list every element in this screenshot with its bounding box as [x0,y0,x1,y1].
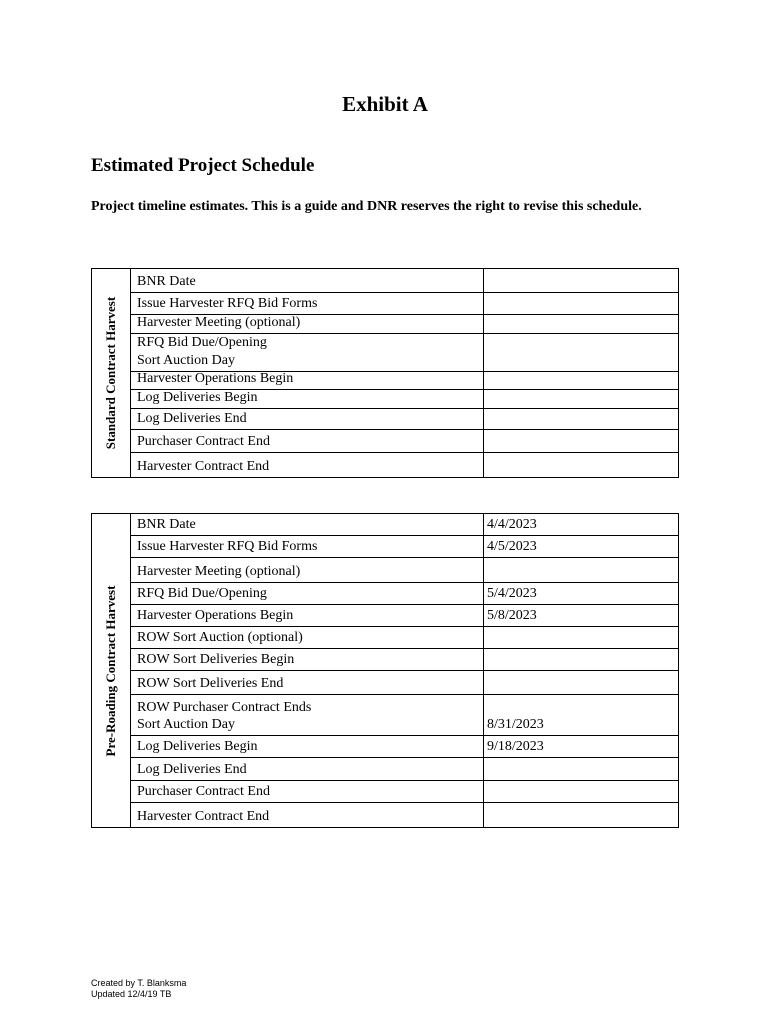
section-title: Estimated Project Schedule [91,155,315,176]
table-row [131,558,678,583]
row-date: 5/4/2023 [487,586,537,601]
row-label: ROW Sort Deliveries Begin [137,652,295,667]
row-label: Purchaser Contract End [137,434,270,449]
table-row [131,605,678,627]
row-label: Issue Harvester RFQ Bid Forms [137,539,318,554]
standard-schedule-table [91,268,679,478]
created-by-text: Created by T. Blanksma [91,978,187,988]
preroading-schedule-table [91,513,679,828]
row-label: Harvester Meeting (optional) [137,564,301,579]
table-row [131,430,678,453]
row-label: Harvester Contract End [137,809,270,824]
table-row [131,269,678,293]
row-label: BNR Date [137,517,196,532]
row-date: 5/8/2023 [487,608,537,623]
table-row [131,536,678,558]
row-label: ROW Purchaser Contract Ends [137,700,312,715]
row-label: BNR Date [137,274,196,289]
table-row [131,649,678,671]
table-row [131,758,678,781]
row-label: Log Deliveries End [137,762,247,777]
table-row [131,353,678,372]
preroading-side-header [92,514,131,827]
row-label: ROW Sort Auction (optional) [137,630,303,645]
table-row [131,695,678,718]
table-row [131,453,678,477]
table-row [131,583,678,605]
table-row [131,514,678,536]
row-label: Harvester Operations Begin [137,608,294,623]
row-label: Log Deliveries Begin [137,739,258,754]
row-label: Harvester Contract End [137,459,270,474]
row-date: 4/5/2023 [487,539,537,554]
standard-side-header [92,269,131,477]
exhibit-title: Exhibit A [342,92,428,116]
preroading-side-label: Pre-Roading Contract Harvest [103,585,118,756]
row-date: 4/4/2023 [487,517,537,532]
table-row [131,736,678,758]
table-row [131,372,678,390]
row-label: Harvester Meeting (optional) [137,315,301,330]
intro-text: Project timeline estimates. This is a guide and DNR reserves the right to revise this schedule. [91,199,642,214]
table-row [131,334,678,353]
footer-note [91,978,186,1000]
standard-side-label: Standard Contract Harvest [103,296,118,450]
row-label: Sort Auction Day [137,717,235,732]
row-label: ROW Sort Deliveries End [137,676,284,691]
row-label: RFQ Bid Due/Opening [137,335,267,350]
row-label: Log Deliveries Begin [137,390,258,405]
row-label: Purchaser Contract End [137,784,270,799]
row-label: Issue Harvester RFQ Bid Forms [137,296,318,311]
table-row [131,671,678,695]
table-row [131,781,678,803]
table-row [131,315,678,334]
row-label: RFQ Bid Due/Opening [137,586,267,601]
table-row [131,390,678,409]
row-date: 8/31/2023 [487,717,544,732]
row-label: Harvester Operations Begin [137,371,294,386]
table-row [131,409,678,430]
row-label: Sort Auction Day [137,353,235,368]
row-label: Log Deliveries End [137,411,247,426]
table-row [131,803,678,827]
table-row [131,718,678,736]
table-row [131,627,678,649]
row-date: 9/18/2023 [487,739,544,754]
updated-text: Updated 12/4/19 TB [91,989,172,999]
table-row [131,293,678,315]
